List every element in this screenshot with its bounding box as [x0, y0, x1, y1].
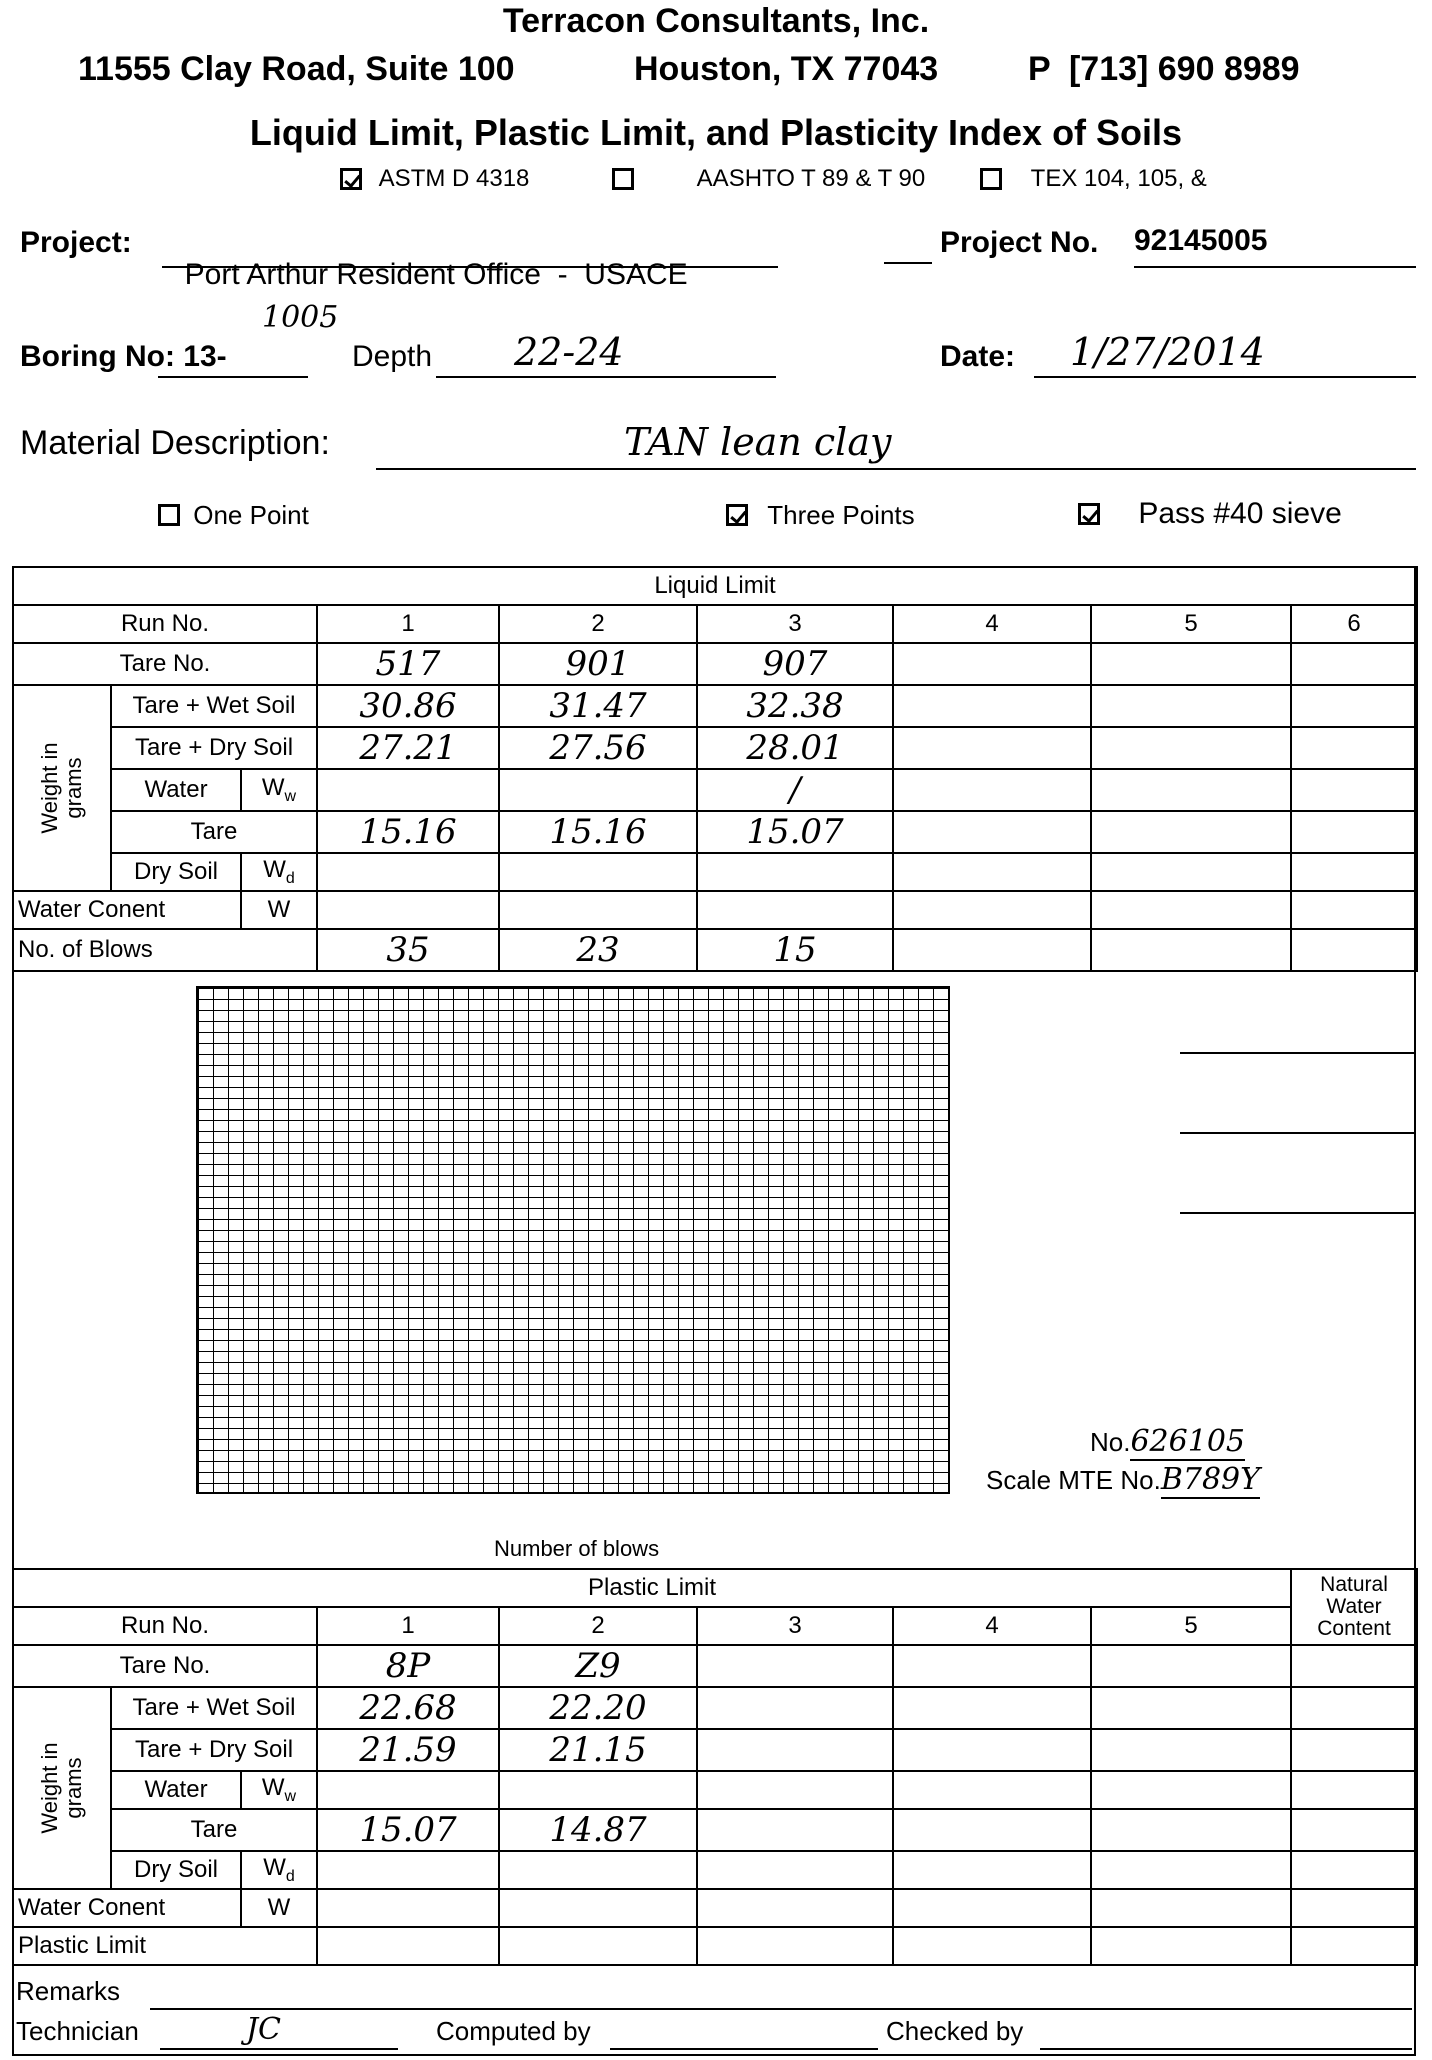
ll-dry-soil-5[interactable] — [1091, 853, 1291, 891]
checkbox-aashto[interactable] — [612, 168, 634, 190]
pl-plastic-limit-1[interactable] — [317, 1927, 499, 1965]
ll-tare-dry-label: Tare + Dry Soil — [111, 727, 317, 769]
pl-water-4[interactable] — [893, 1771, 1091, 1809]
ll-run-3: 3 — [697, 605, 893, 643]
pl-tare-no-5[interactable] — [1091, 1645, 1291, 1687]
date-value: 1/27/2014 — [1070, 330, 1265, 374]
project-field[interactable] — [162, 224, 778, 291]
pl-tare-dry-4[interactable] — [893, 1729, 1091, 1771]
computed-by-field[interactable] — [610, 2048, 878, 2050]
ll-dry-soil-2[interactable] — [499, 853, 697, 891]
pl-run-5: 5 — [1091, 1607, 1291, 1645]
ll-water-1[interactable] — [317, 769, 499, 811]
remarks-field[interactable] — [150, 2008, 1412, 2010]
ll-water-6[interactable] — [1291, 769, 1417, 811]
pl-run-2: 2 — [499, 1607, 697, 1645]
checkbox-pass-40[interactable] — [1078, 503, 1100, 525]
ll-weight-label: Weight in grams — [37, 742, 86, 834]
ll-tare-no-2[interactable]: 901 — [499, 643, 697, 685]
ll-tare-5[interactable] — [1091, 811, 1291, 853]
ll-water-label: Water — [111, 769, 241, 811]
ll-run-5: 5 — [1091, 605, 1291, 643]
depth-field[interactable] — [436, 330, 776, 378]
pl-tare-3[interactable] — [697, 1809, 893, 1851]
graph-scale-label: Scale MTE No. — [986, 1465, 1161, 1495]
pl-tare-4[interactable] — [893, 1809, 1091, 1851]
pl-water-content-4[interactable] — [893, 1889, 1091, 1927]
ll-tare-no-3[interactable]: 907 — [697, 643, 893, 685]
flow-curve-graph[interactable] — [196, 986, 950, 1494]
ll-run-4: 4 — [893, 605, 1091, 643]
pl-weight-group — [13, 1687, 111, 1889]
project-value: Port Arthur Resident Office - USACE — [184, 258, 688, 291]
pl-dry-soil-2[interactable] — [499, 1851, 697, 1889]
ll-water-content-symbol: W — [241, 891, 317, 929]
liquid-limit-title: Liquid Limit — [13, 567, 1417, 605]
pl-tare-no-2[interactable]: Z9 — [499, 1645, 697, 1687]
ll-blows-2[interactable]: 23 — [499, 929, 697, 971]
ll-water-content-1[interactable] — [317, 891, 499, 929]
graph-no-label: No. — [1090, 1427, 1131, 1457]
pl-water-2[interactable] — [499, 1771, 697, 1809]
date-field[interactable] — [1034, 330, 1416, 378]
ll-run-6: 6 — [1291, 605, 1417, 643]
pl-tare-no-3[interactable] — [697, 1645, 893, 1687]
company-name: Terracon Consultants, Inc. — [502, 2, 930, 40]
standard-astm[interactable] — [340, 164, 529, 193]
ll-tare-no-1[interactable]: 517 — [317, 643, 499, 685]
pl-tare-dry-1[interactable]: 21.59 — [317, 1729, 499, 1771]
pl-tare-wet-5[interactable] — [1091, 1687, 1291, 1729]
pl-water-content-1[interactable] — [317, 1889, 499, 1927]
pl-dry-soil-3[interactable] — [697, 1851, 893, 1889]
pl-tare-no-label: Tare No. — [13, 1645, 317, 1687]
graph-no — [1090, 1424, 1245, 1459]
pl-run-label: Run No. — [13, 1607, 317, 1645]
pl-water-5[interactable] — [1091, 1771, 1291, 1809]
checkbox-astm[interactable] — [340, 168, 362, 190]
standard-tex-label: TEX 104, 105, & — [1030, 164, 1207, 192]
ll-tare-label: Tare — [111, 811, 317, 853]
ll-dry-soil-label: Dry Soil — [111, 853, 241, 891]
option-pass-40[interactable] — [1078, 496, 1342, 531]
ll-tare-dry-4[interactable] — [893, 727, 1091, 769]
graph-scale-value: B789Y — [1160, 1462, 1260, 1497]
ll-dry-soil-6[interactable] — [1291, 853, 1417, 891]
company-phone: P [713] 690 8989 — [1028, 50, 1300, 88]
ll-blows-6[interactable] — [1291, 929, 1417, 971]
ll-blows-4[interactable] — [893, 929, 1091, 971]
plastic-limit-table — [12, 1568, 1418, 1966]
pl-water-content-label: Water Conent — [13, 1889, 241, 1927]
boring-field-line[interactable] — [158, 376, 308, 378]
pl-water-content-5[interactable] — [1091, 1889, 1291, 1927]
ll-tare-no-6[interactable] — [1291, 643, 1417, 685]
pl-natural-3[interactable] — [1291, 1729, 1417, 1771]
ll-dry-soil-1[interactable] — [317, 853, 499, 891]
pl-dry-soil-5[interactable] — [1091, 1851, 1291, 1889]
ll-tare-no-label: Tare No. — [13, 643, 317, 685]
pl-dry-soil-symbol: $W_d$ — [241, 1851, 317, 1889]
pl-natural-7[interactable] — [1291, 1889, 1417, 1927]
computed-by-label: Computed by — [436, 2016, 591, 2046]
pl-dry-soil-4[interactable] — [893, 1851, 1091, 1889]
ll-water-content-4[interactable] — [893, 891, 1091, 929]
ll-tare-4[interactable] — [893, 811, 1091, 853]
company-city: Houston, TX 77043 — [634, 50, 939, 88]
pl-plastic-limit-5[interactable] — [1091, 1927, 1291, 1965]
technician-field[interactable] — [160, 2012, 398, 2050]
ll-tare-dry-1[interactable]: 27.21 — [317, 727, 499, 769]
ll-tare-wet-6[interactable] — [1291, 685, 1417, 727]
ll-blows-5[interactable] — [1091, 929, 1291, 971]
result-line-1[interactable] — [1180, 1052, 1416, 1054]
project-no-value: 92145005 — [1134, 224, 1268, 257]
graph-no-value: 626105 — [1130, 1424, 1245, 1459]
ll-tare-3[interactable]: 15.07 — [697, 811, 893, 853]
pl-run-1: 1 — [317, 1607, 499, 1645]
pl-water-label: Water — [111, 1771, 241, 1809]
pl-tare-no-4[interactable] — [893, 1645, 1091, 1687]
ll-tare-wet-5[interactable] — [1091, 685, 1291, 727]
ll-tare-dry-6[interactable] — [1291, 727, 1417, 769]
graph-xlabel: Number of blows — [494, 1536, 660, 1561]
ll-tare-wet-4[interactable] — [893, 685, 1091, 727]
project-no-field[interactable] — [1134, 224, 1416, 268]
pl-dry-soil-label: Dry Soil — [111, 1851, 241, 1889]
pl-natural-1[interactable] — [1291, 1645, 1417, 1687]
pl-tare-wet-3[interactable] — [697, 1687, 893, 1729]
standard-aashto-label: AASHTO T 89 & T 90 — [696, 164, 926, 192]
ll-blows-1[interactable]: 35 — [317, 929, 499, 971]
pl-tare-dry-2[interactable]: 21.15 — [499, 1729, 697, 1771]
ll-tare-wet-label: Tare + Wet Soil — [111, 685, 317, 727]
ll-water-symbol: $W_w$ — [241, 769, 317, 811]
ll-dry-soil-4[interactable] — [893, 853, 1091, 891]
ll-tare-6[interactable] — [1291, 811, 1417, 853]
pl-natural-8[interactable] — [1291, 1927, 1417, 1965]
ll-tare-1[interactable]: 15.16 — [317, 811, 499, 853]
ll-tare-wet-1[interactable]: 30.86 — [317, 685, 499, 727]
option-one-point-label: One Point — [193, 499, 309, 530]
option-pass-40-label: Pass #40 sieve — [1138, 497, 1342, 531]
project-no-label: Project No. — [940, 226, 1099, 259]
pl-tare-wet-label: Tare + Wet Soil — [111, 1687, 317, 1729]
pl-natural-2[interactable] — [1291, 1687, 1417, 1729]
pl-tare-wet-2[interactable]: 22.20 — [499, 1687, 697, 1729]
ll-tare-2[interactable]: 15.16 — [499, 811, 697, 853]
technician-value: JC — [246, 2012, 281, 2047]
standard-tex[interactable] — [980, 164, 1207, 193]
ll-tare-no-5[interactable] — [1091, 643, 1291, 685]
ll-water-2[interactable] — [499, 769, 697, 811]
pl-tare-no-1[interactable]: 8P — [317, 1645, 499, 1687]
ll-dry-soil-symbol: $W_d$ — [241, 853, 317, 891]
pl-water-content-symbol: W — [241, 1889, 317, 1927]
boring-value: 1005 — [262, 300, 339, 335]
ll-run-2: 2 — [499, 605, 697, 643]
standard-astm-label: ASTM D 4318 — [378, 164, 530, 192]
ll-water-content-2[interactable] — [499, 891, 697, 929]
checkbox-tex[interactable] — [980, 168, 1002, 190]
pl-tare-dry-3[interactable] — [697, 1729, 893, 1771]
pl-tare-5[interactable] — [1091, 1809, 1291, 1851]
result-line-3[interactable] — [1180, 1212, 1416, 1214]
depth-value: 22-24 — [514, 330, 624, 374]
project-label: Project: — [20, 226, 132, 259]
pl-water-3[interactable] — [697, 1771, 893, 1809]
ll-blows-label: No. of Blows — [13, 929, 317, 971]
ll-tare-dry-5[interactable] — [1091, 727, 1291, 769]
ll-water-content-5[interactable] — [1091, 891, 1291, 929]
pl-plastic-limit-4[interactable] — [893, 1927, 1091, 1965]
pl-water-content-2[interactable] — [499, 1889, 697, 1927]
boring-label: Boring No: 13- — [20, 340, 227, 373]
pl-water-1[interactable] — [317, 1771, 499, 1809]
ll-weight-group — [13, 685, 111, 891]
form-title: Liquid Limit, Plastic Limit, and Plasticity Index of Soils — [249, 112, 1183, 153]
ll-tare-wet-3[interactable]: 32.38 — [697, 685, 893, 727]
ll-water-content-3[interactable] — [697, 891, 893, 929]
ll-tare-dry-3[interactable]: 28.01 — [697, 727, 893, 769]
ll-tare-wet-2[interactable]: 31.47 — [499, 685, 697, 727]
ll-water-content-label: Water Conent — [13, 891, 241, 929]
pl-natural-5[interactable] — [1291, 1809, 1417, 1851]
checked-by-label: Checked by — [886, 2016, 1024, 2046]
ll-blows-3[interactable]: 15 — [697, 929, 893, 971]
pl-run-3: 3 — [697, 1607, 893, 1645]
pl-natural-4[interactable] — [1291, 1771, 1417, 1809]
pl-plastic-limit-2[interactable] — [499, 1927, 697, 1965]
result-line-2[interactable] — [1180, 1132, 1416, 1134]
material-value: TAN lean clay — [624, 420, 892, 464]
company-address: 11555 Clay Road, Suite 100 — [78, 50, 515, 88]
checked-by-field[interactable] — [1040, 2048, 1412, 2050]
pl-tare-label: Tare — [111, 1809, 317, 1851]
ll-water-content-6[interactable] — [1291, 891, 1417, 929]
plastic-limit-title: Plastic Limit — [13, 1569, 1291, 1607]
option-three-points-label: Three Points — [767, 499, 915, 530]
material-field[interactable] — [376, 420, 1416, 470]
natural-water-content-label: Natural Water Content — [1317, 1573, 1391, 1640]
pl-run-4: 4 — [893, 1607, 1091, 1645]
ll-water-3[interactable]: / — [697, 769, 893, 811]
material-label: Material Description: — [20, 424, 330, 462]
checkbox-one-point[interactable] — [158, 504, 180, 526]
ll-water-4[interactable] — [893, 769, 1091, 811]
pl-weight-label: Weight in grams — [37, 1742, 86, 1834]
liquid-limit-table — [12, 566, 1418, 972]
ll-run-label: Run No. — [13, 605, 317, 643]
graph-scale — [986, 1462, 1260, 1497]
pl-water-content-3[interactable] — [697, 1889, 893, 1927]
pl-tare-dry-5[interactable] — [1091, 1729, 1291, 1771]
technician-label: Technician — [16, 2016, 139, 2046]
ll-water-5[interactable] — [1091, 769, 1291, 811]
checkbox-three-points[interactable] — [726, 504, 748, 526]
ll-dry-soil-3[interactable] — [697, 853, 893, 891]
pl-tare-wet-4[interactable] — [893, 1687, 1091, 1729]
pl-water-symbol: $W_w$ — [241, 1771, 317, 1809]
standard-aashto[interactable] — [612, 164, 925, 193]
depth-label: Depth — [352, 340, 433, 373]
natural-water-content-header — [1291, 1569, 1417, 1645]
pl-dry-soil-1[interactable] — [317, 1851, 499, 1889]
pl-plastic-limit-label: Plastic Limit — [13, 1927, 317, 1965]
pl-tare-wet-1[interactable]: 22.68 — [317, 1687, 499, 1729]
pl-tare-dry-label: Tare + Dry Soil — [111, 1729, 317, 1771]
option-three-points[interactable] — [726, 498, 915, 531]
pl-tare-2[interactable]: 14.87 — [499, 1809, 697, 1851]
pl-tare-1[interactable]: 15.07 — [317, 1809, 499, 1851]
ll-tare-no-4[interactable] — [893, 643, 1091, 685]
remarks-label: Remarks — [16, 1976, 121, 2006]
ll-tare-dry-2[interactable]: 27.56 — [499, 727, 697, 769]
pl-plastic-limit-3[interactable] — [697, 1927, 893, 1965]
ll-run-1: 1 — [317, 605, 499, 643]
project-no-lead-line — [884, 262, 932, 264]
pl-natural-6[interactable] — [1291, 1851, 1417, 1889]
date-label: Date: — [940, 340, 1016, 373]
option-one-point[interactable] — [158, 498, 309, 531]
